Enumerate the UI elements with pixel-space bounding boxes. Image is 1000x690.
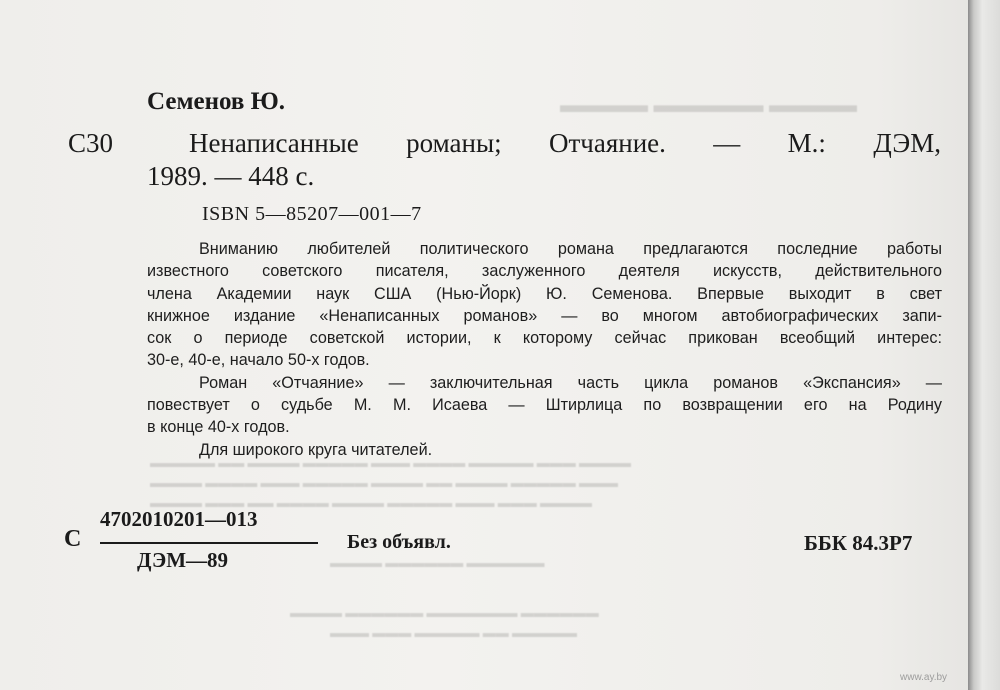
show-through-texture: ▬▬▬▬▬ ▬▬ ▬▬▬▬▬ ▬▬▬ ▬▬▬ (330, 625, 577, 640)
author-name: Семенов Ю. (147, 88, 286, 115)
annotation (147, 238, 942, 461)
watermark: www.ay.by (900, 672, 948, 683)
annotation-line: Вниманию любителей политического романа предлагаются последние работы (199, 240, 942, 258)
annotation-line: книжное издание «Ненаписанных романов» — во многом автобиографических запи- (147, 306, 942, 325)
edition-code-numerator: 4702010201—013 (100, 507, 258, 531)
annotation-line: Роман «Отчаяние» — заключительная часть цикла романов «Экспансия» — (199, 373, 942, 392)
show-through-texture: ▬▬▬▬ ▬▬▬ ▬▬▬ ▬▬▬▬▬ ▬▬▬▬ ▬▬▬▬ ▬▬ ▬▬▬ ▬▬▬▬ (150, 495, 592, 510)
book-gutter-shadow (968, 0, 1000, 690)
bbk-code: ББК 84.3Р7 (804, 531, 913, 555)
annotation-line: известного советского писателя, заслуженного деятеля искусств, действительного (147, 262, 942, 281)
fraction-divider (100, 542, 318, 544)
show-through-texture: ▬▬▬▬ ▬▬▬ ▬▬▬▬▬ ▬▬▬▬ ▬▬▬ ▬▬▬▬▬ ▬▬▬▬ ▬▬ ▬▬▬▬▬ (150, 455, 631, 470)
annotation-line: члена Академии наук США (Нью-Йорк) Ю. Семенова. Впервые выходит в свет (147, 284, 942, 303)
annotation-line: в конце 40-х годов. (147, 418, 290, 437)
show-through-texture: ▬▬▬▬▬▬ ▬▬▬▬▬▬▬ ▬▬▬▬▬▬ ▬▬▬▬ (290, 605, 599, 620)
edition-code-denominator: ДЭМ—89 (137, 548, 229, 572)
audience-note: Для широкого круга читателей. (199, 440, 433, 459)
annotation-line: сок о периоде советской истории, к которому сейчас прикован всеобщий интерес: (147, 329, 942, 348)
title-line-2: 1989. — 448 с. (147, 161, 315, 191)
classification-code: С30 (68, 128, 114, 158)
annotation-line: 30-е, 40-е, начало 50-х годов. (147, 351, 370, 370)
show-through-texture: ▬▬▬▬ ▬▬▬▬▬ ▬▬▬▬ (560, 92, 857, 117)
show-through-texture: ▬▬▬▬▬▬ ▬▬▬▬▬▬ ▬▬▬▬ (330, 555, 545, 570)
title-line-1: Ненаписанные романы; Отчаяние. — М.: ДЭМ, (189, 128, 941, 158)
c-symbol: С (64, 526, 82, 552)
isbn: ISBN 5—85207—001—7 (202, 203, 422, 225)
no-announcement-note: Без объявл. (347, 531, 451, 553)
annotation-line: повествует о судьбе М. М. Исаева — Штирлица по возвращении его на Родину (147, 396, 942, 415)
show-through-texture: ▬▬▬ ▬▬▬▬▬ ▬▬▬▬ ▬▬ ▬▬▬▬ ▬▬▬▬▬ ▬▬▬ ▬▬▬▬ ▬▬▬▬ (150, 475, 618, 490)
